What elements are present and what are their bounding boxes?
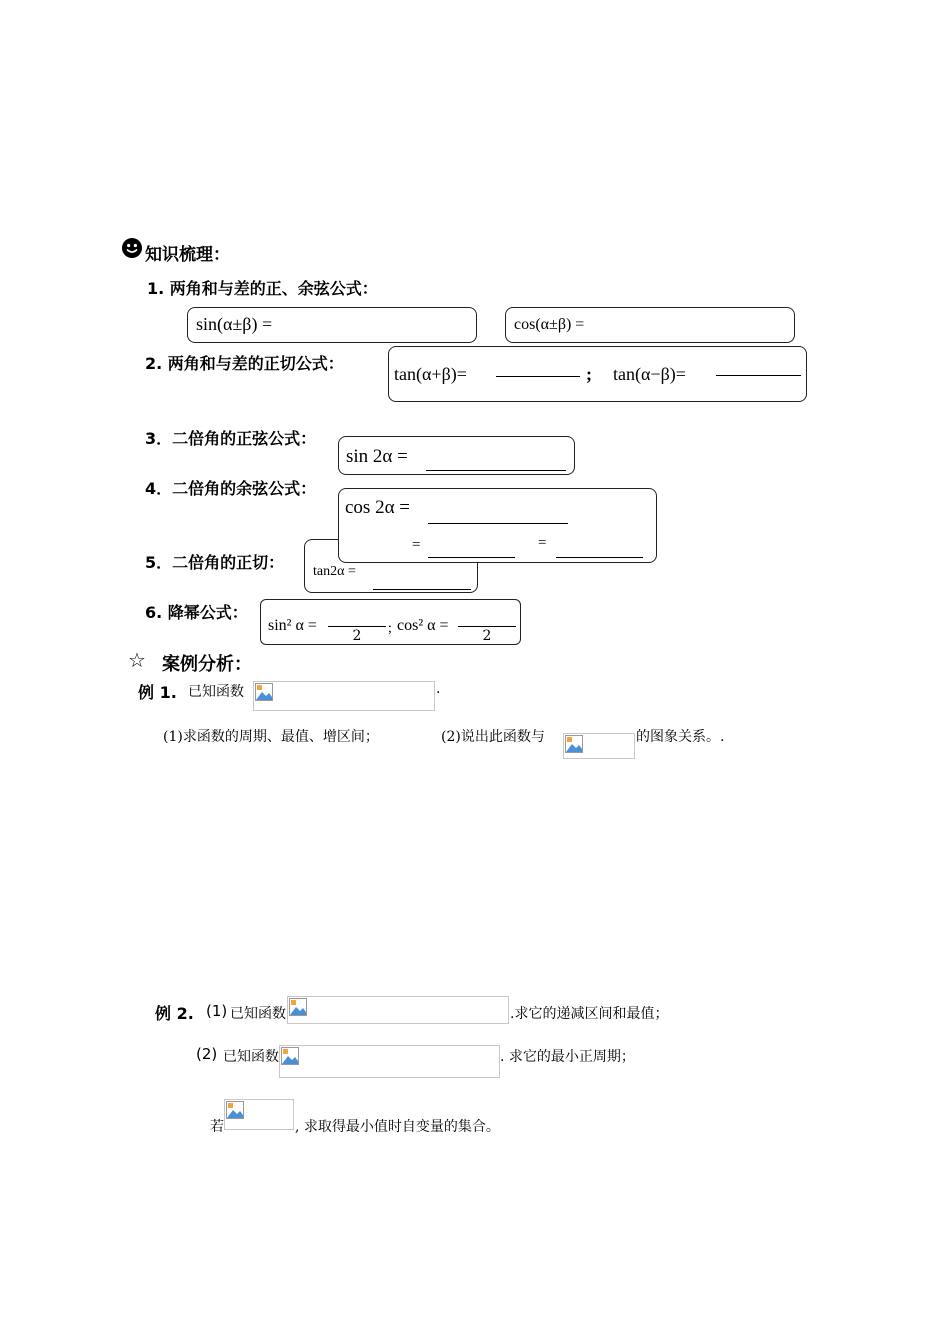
cos-sq-formula: cos² α = xyxy=(397,617,449,634)
tan-box xyxy=(388,346,807,402)
tan-plus-formula: tan(α+β)= xyxy=(394,364,467,384)
cos2a-eq-2: = xyxy=(538,535,547,551)
cos-sum-box xyxy=(505,307,795,343)
example-2-part1-formula-image xyxy=(287,996,509,1024)
item-3-label: 3．二倍角的正弦公式： xyxy=(145,429,317,448)
cos2a-blank-2 xyxy=(428,557,515,558)
sin2a-blank xyxy=(426,470,566,471)
smiley-icon xyxy=(122,238,142,258)
item-2-label: 2. 两角和与差的正切公式： xyxy=(145,354,344,373)
tan-minus-blank xyxy=(716,375,801,376)
cos2a-blank-1 xyxy=(428,523,568,524)
example-2-part3-condition-image xyxy=(224,1099,294,1130)
sin2a-formula: sin 2α = xyxy=(346,446,408,467)
sin-sq-denominator: 2 xyxy=(352,628,362,644)
sin-sum-formula: sin(α±β) = xyxy=(196,314,273,334)
tan-minus-formula: tan(α−β)= xyxy=(613,364,686,384)
item-5-label: 5．二倍角的正切： xyxy=(145,553,285,572)
example-2-part1-num: (1) xyxy=(206,1002,228,1020)
section-title-case-analysis: 案例分析： xyxy=(162,654,252,675)
cos2a-formula: cos 2α = xyxy=(345,497,410,518)
example-1-label: 例 1. xyxy=(138,683,177,702)
sin-sq-formula: sin² α = xyxy=(268,617,317,634)
tan2a-formula: tan2α = xyxy=(313,564,356,579)
example-1-q2: (2)说出此函数与 xyxy=(441,729,545,745)
tan-plus-blank xyxy=(496,376,580,377)
example-1-end: . xyxy=(436,681,441,697)
example-2-part1-end: .求它的递减区间和最值； xyxy=(510,1006,669,1022)
cos2a-eq-1: = xyxy=(412,537,421,553)
example-1-text: 已知函数 xyxy=(188,684,244,700)
example-2-part1-text: 已知函数 xyxy=(230,1006,286,1022)
example-2-part2-num: (2) xyxy=(196,1045,218,1063)
item-6-label: 6. 降幂公式： xyxy=(145,603,248,622)
cos-sq-denominator: 2 xyxy=(482,628,492,644)
cos2a-blank-3 xyxy=(556,557,643,558)
broken-image-icon xyxy=(289,998,307,1016)
tan-semicolon: ; xyxy=(586,364,592,384)
example-2-part3-end: , 求取得最小值时自变量的集合。 xyxy=(295,1119,500,1135)
power-sep: ; xyxy=(388,621,392,636)
broken-image-icon xyxy=(281,1047,299,1065)
example-2-part2-formula-image xyxy=(279,1045,500,1078)
example-1-compare-image xyxy=(563,733,635,759)
cos-sum-formula: cos(α±β) = xyxy=(514,316,585,333)
example-2-part2-text: 已知函数 xyxy=(223,1049,279,1065)
sin2a-box xyxy=(338,436,575,475)
sin-sum-box xyxy=(187,307,477,343)
item-4-label: 4．二倍角的余弦公式： xyxy=(145,479,317,498)
cos2a-box xyxy=(338,488,657,563)
section-title-knowledge: 知识梳理： xyxy=(145,245,230,265)
cos-sq-fraction xyxy=(458,608,516,644)
tan2a-blank xyxy=(373,589,471,590)
example-2-part2-end: . 求它的最小正周期； xyxy=(500,1049,635,1065)
power-reduction-box xyxy=(260,599,521,645)
broken-image-icon xyxy=(226,1101,244,1119)
example-2-part3-text: 若 xyxy=(210,1119,224,1135)
example-2-label: 例 2. xyxy=(155,1004,194,1023)
item-1-label: 1. 两角和与差的正、余弦公式： xyxy=(147,279,378,298)
star-outline-icon: ☆ xyxy=(128,648,146,672)
example-1-q1: (1)求函数的周期、最值、增区间； xyxy=(163,729,379,745)
sin-sq-fraction xyxy=(328,608,386,644)
example-1-q2-end: 的图象关系。. xyxy=(636,729,725,745)
broken-image-icon xyxy=(255,683,273,701)
example-1-formula-image xyxy=(253,681,435,711)
broken-image-icon xyxy=(565,735,583,753)
